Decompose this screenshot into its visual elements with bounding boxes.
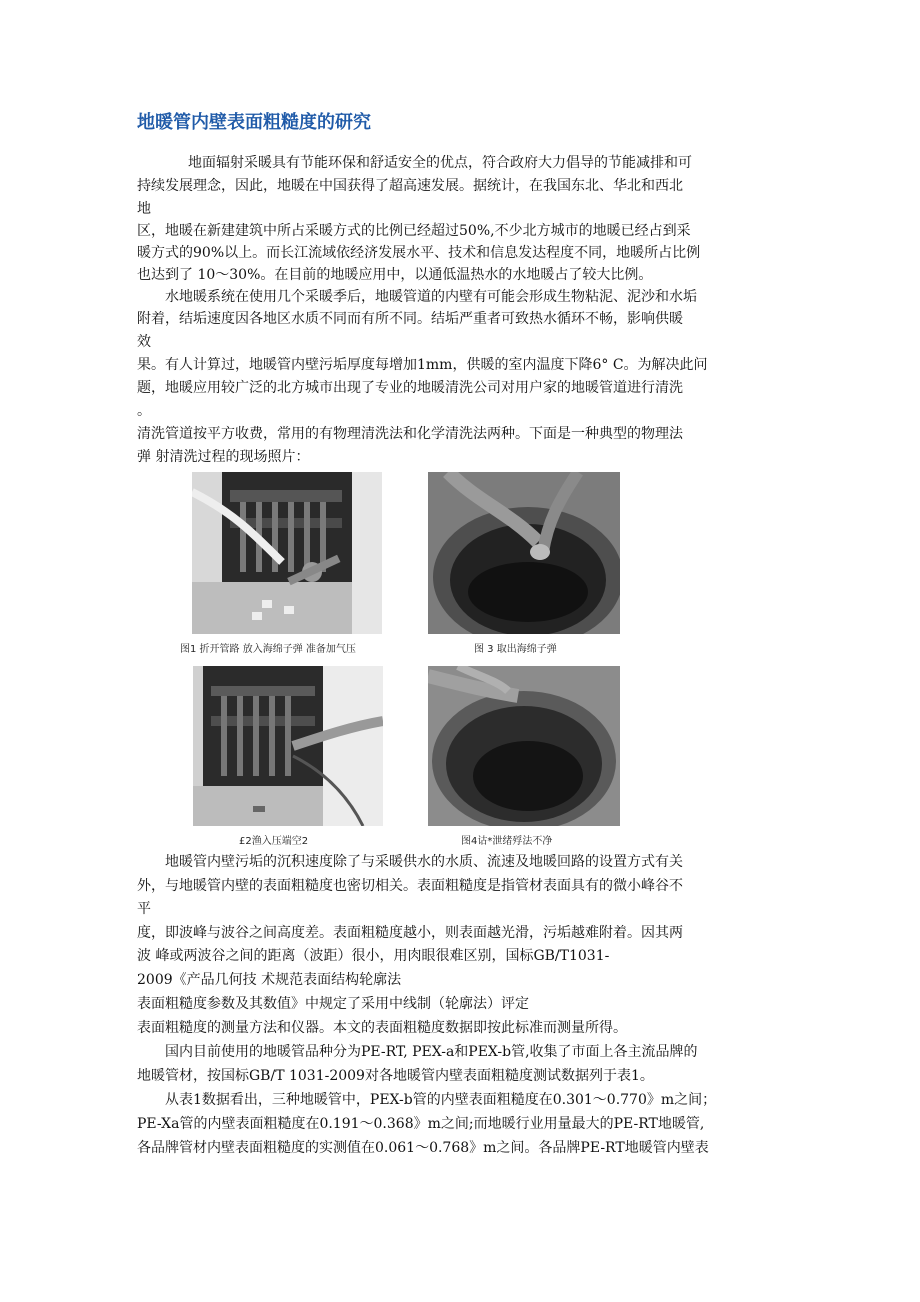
photo-bucket-dirty <box>428 666 620 826</box>
figure-caption-4: 图4诂*泄绪殍法不净 <box>461 836 553 847</box>
text-line: 弹 射清洗过程的现场照片： <box>137 449 310 465</box>
text-line: 果。有人计算过，地暖管内壁污垢厚度每增加1mm，供暖的室内温度下降6° C。为解决此问 <box>137 357 708 373</box>
text-line: 地暖管材，按国标GB/T 1031-2009对各地暖管内壁表面粗糙度测试数据列于表1。 <box>137 1068 654 1084</box>
text-line: 各品牌管材内壁表面粗糙度的实测值在0.061〜0.768》m之间。各品牌PE-RT地暖管内壁表 <box>137 1140 709 1156</box>
figure-caption-2: £2渔入压端空2 <box>239 836 309 847</box>
text-line: 效 <box>137 334 151 350</box>
text-line: 地 <box>137 201 151 217</box>
article-title: 地暖管内壁表面粗糙度的研究 <box>137 112 371 133</box>
text-line: 清洗管道按平方收费，常用的有物理清洗法和化学清洗法两种。下面是一种典型的物理法 <box>137 426 683 442</box>
text-line: 度，即波峰与波谷之间高度差。表面粗糙度越小，则表面越光滑，污垢越难附着。因其两 <box>137 925 683 941</box>
photo-manifold-air-gun <box>193 666 383 826</box>
text-line: 水地暖系统在使用几个采暖季后，地暖管道的内壁有可能会形成生物粘泥、泥沙和水垢 <box>165 289 697 305</box>
text-line: 持续发展理念，因此，地暖在中国获得了超高速发展。据统计，在我国东北、华北和西北 <box>137 178 683 194</box>
text-line: 。 <box>137 403 151 419</box>
photo-manifold-open <box>192 472 382 634</box>
text-line: 表面粗糙度的测量方法和仪器。本文的表面粗糙度数据即按此标准而测量所得。 <box>137 1020 627 1036</box>
text-line: 外，与地暖管内壁的表面粗糙度也密切相关。表面粗糙度是指管材表面具有的微小峰谷不 <box>137 878 683 894</box>
text-line: 国内目前使用的地暖管品种分为PE-RT, PEX-a和PEX-b管,收集了市面上各主流品牌的 <box>165 1044 698 1060</box>
photo-bucket-sponge <box>428 472 620 634</box>
text-line: 波 峰或两波谷之间的距离（波距）很小，用肉眼很难区别，国标GB/T1031- <box>137 948 610 964</box>
text-line: PE-Xa管的内壁表面粗糙度在0.191〜0.368》m之间;而地暖行业用量最大的PE-RT地暖管, <box>137 1116 705 1132</box>
text-line: 附着，结垢速度因各地区水质不同而有所不同。结垢严重者可致热水循环不畅，影响供暖 <box>137 311 683 327</box>
text-line: 区，地暖在新建建筑中所占采暖方式的比例已经超过50%,不少北方城市的地暖已经占到采 <box>137 223 691 239</box>
text-line: 也达到了 10〜30%。在目前的地暖应用中，以通低温热水的水地暖占了较大比例。 <box>137 267 653 283</box>
figure-caption-1: 图1 折开管路 放入海绵子弹 准备加气压 <box>180 644 356 655</box>
text-line: 地面辐射采暖具有节能环保和舒适安全的优点，符合政府大力倡导的节能减排和可 <box>188 155 692 171</box>
text-line: 暖方式的90%以上。而长江流域依经济发展水平、技术和信息发达程度不同，地暖所占比例 <box>137 245 701 261</box>
text-line: 从表1数据看出，三种地暖管中，PEX-b管的内壁表面粗糙度在0.301〜0.770》m之间； <box>165 1092 717 1108</box>
text-line: 平 <box>137 901 151 917</box>
text-line: 2009《产品几何技 术规范表面结构轮廓法 <box>137 972 402 988</box>
text-line: 地暖管内壁污垢的沉积速度除了与采暖供水的水质、流速及地暖回路的设置方式有关 <box>165 854 683 870</box>
text-line: 表面粗糙度参数及其数值》中规定了采用中线制（轮廓法）评定 <box>137 996 529 1012</box>
text-line: 题，地暖应用较广泛的北方城市出现了专业的地暖清洗公司对用户家的地暖管道进行清洗 <box>137 380 683 396</box>
figure-caption-3: 图 3 取出海绵子弹 <box>474 644 557 655</box>
